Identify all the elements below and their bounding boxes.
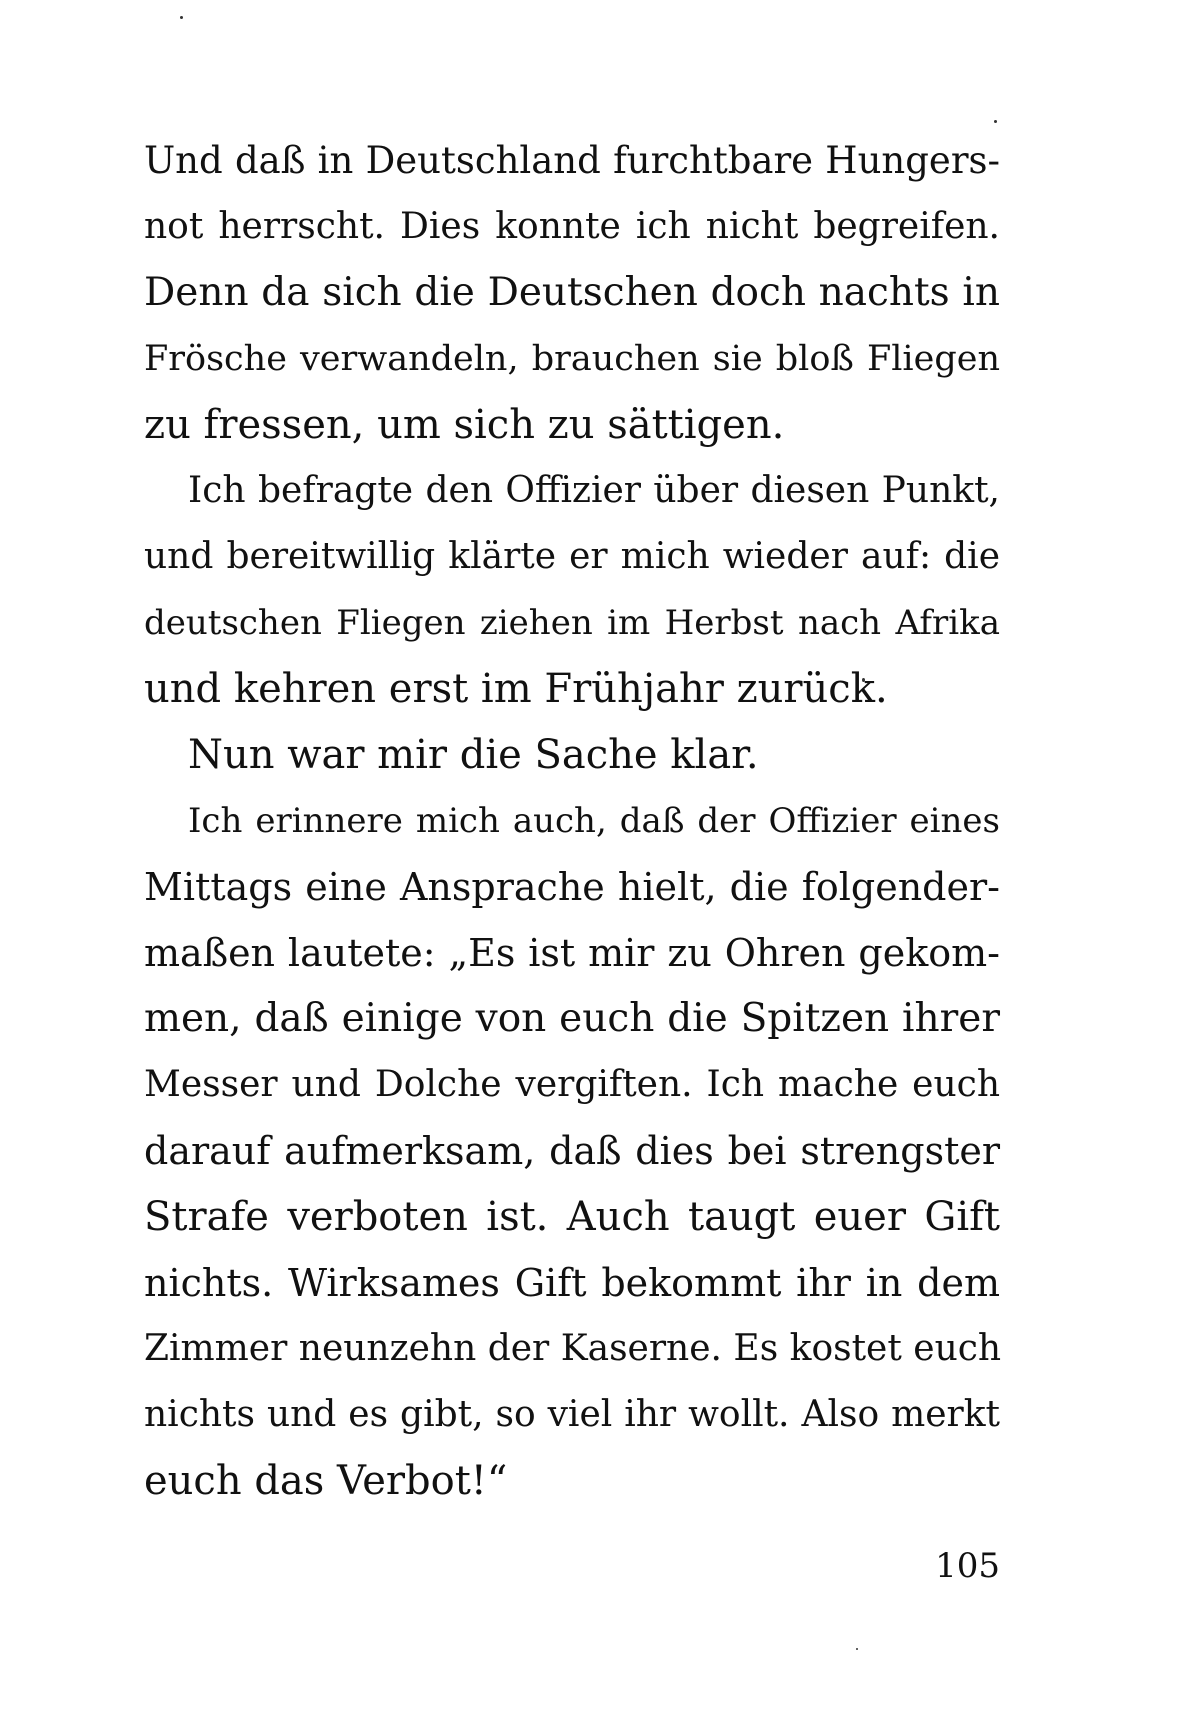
text-line: zu fressen, um sich zu sättigen. xyxy=(144,402,785,448)
text-line: und bereitwillig klärte er mich wieder auf: die xyxy=(144,536,1000,577)
text-line: nichts und es gibt, so viel ihr wollt. Also merkt xyxy=(144,1394,1000,1435)
text-line: Nun war mir die Sache klar. xyxy=(188,732,759,778)
print-speck xyxy=(994,120,997,123)
text-line: und kehren erst im Frühjahr zurück. xyxy=(144,666,888,712)
text-line: Denn da sich die Deutschen doch nachts in xyxy=(144,270,1000,315)
text-line: not herrscht. Dies konnte ich nicht begreifen. xyxy=(144,206,1000,247)
text-line: Ich befragte den Offizier über diesen Punkt, xyxy=(188,470,1000,511)
text-line: euch das Verbot!“ xyxy=(144,1458,508,1504)
text-line: deutschen Fliegen ziehen im Herbst nach Afrika xyxy=(144,603,1000,643)
text-line: Frösche verwandeln, brauchen sie bloß Fliegen xyxy=(144,339,1000,379)
text-line: Strafe verboten ist. Auch taugt euer Gift xyxy=(144,1194,1000,1240)
body-text xyxy=(144,128,1000,1514)
page-number: 105 xyxy=(935,1546,1000,1586)
text-line: nichts. Wirksames Gift bekommt ihr in dem xyxy=(144,1261,1000,1305)
text-line: maßen lautete: „Es ist mir zu Ohren gekom- xyxy=(144,931,1000,975)
text-line: darauf aufmerksam, daß dies bei strengster xyxy=(144,1129,1000,1173)
paragraph xyxy=(144,458,1000,722)
paragraph xyxy=(144,128,1000,458)
print-speck xyxy=(856,1648,858,1650)
text-line: Und daß in Deutschland furchtbare Hungers- xyxy=(144,139,1000,182)
text-line: men, daß einige von euch die Spitzen ihrer xyxy=(144,996,1000,1041)
paragraph xyxy=(144,722,1000,788)
text-line: Ich erinnere mich auch, daß der Offizier eines xyxy=(188,801,1000,841)
paragraph xyxy=(144,788,1000,1514)
print-speck xyxy=(180,16,183,19)
text-line: Mittags eine Ansprache hielt, die folgender- xyxy=(144,865,1000,909)
text-line: Messer und Dolche vergiften. Ich mache euch xyxy=(144,1064,1000,1105)
text-line: Zimmer neunzehn der Kaserne. Es kostet euch xyxy=(144,1328,1002,1369)
